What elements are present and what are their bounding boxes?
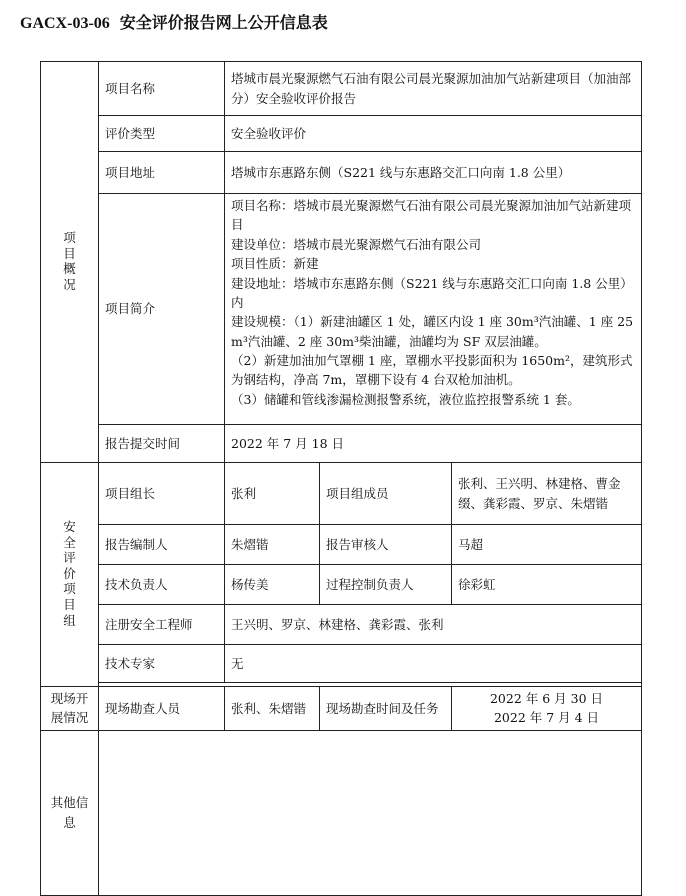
row-eval-type <box>41 116 642 152</box>
eval-type-value: 安全验收评价 <box>225 116 642 152</box>
safety-engineer-label: 注册安全工程师 <box>99 605 225 645</box>
survey-people-label: 现场勘查人员 <box>99 687 225 731</box>
section-overview <box>41 62 99 463</box>
tech-expert-value: 无 <box>225 645 642 683</box>
row-safety-engineer <box>41 605 642 645</box>
intro-line: （2）新建加油加气罩棚 1 座，罩棚水平投影面积为 1650m²，建筑形式为钢结构，净高 7m，罩棚下设有 4 台双枪加油机。 <box>231 353 633 388</box>
section-team-label: 安全评价项目组 <box>63 518 76 628</box>
section-other: 其他信息 <box>41 730 99 895</box>
project-intro-value <box>225 194 642 425</box>
project-name-label: 项目名称 <box>99 62 225 116</box>
compiler-value: 朱熠锴 <box>225 525 320 565</box>
tech-expert-label: 技术专家 <box>99 645 225 683</box>
row-project-intro <box>41 194 642 425</box>
survey-date-2: 2022 年 7 月 4 日 <box>493 710 600 726</box>
reviewer-label: 报告审核人 <box>320 525 452 565</box>
intro-line: 建设规模：（1）新建油罐区 1 处，罐区内设 1 座 30m³汽油罐、1 座 25m³汽油罐、2 座 30m³柴油罐，油罐均为 SF 双层油罐。 <box>231 314 634 349</box>
section-overview-label: 项目概况 <box>63 229 76 292</box>
team-members-value: 张利、王兴明、林建格、曹金缀、龚彩霞、罗京、朱熠锴 <box>452 463 642 525</box>
team-members-label: 项目组成员 <box>320 463 452 525</box>
intro-line: 项目名称：塔城市晨光聚源燃气石油有限公司晨光聚源加油加气站新建项目 <box>231 198 632 233</box>
survey-date-1: 2022 年 6 月 30 日 <box>489 691 604 706</box>
process-lead-value: 徐彩虹 <box>452 565 642 605</box>
row-project-name <box>41 62 642 116</box>
info-table <box>40 61 642 896</box>
intro-line: 建设地址：塔城市东惠路东侧（S221 线与东惠路交汇口向南 1.8 公里）内 <box>231 275 633 310</box>
row-project-address <box>41 152 642 194</box>
document-title-text: 安全评价报告网上公开信息表 <box>119 15 328 32</box>
row-submit-time <box>41 425 642 463</box>
eval-type-label: 评价类型 <box>99 116 225 152</box>
other-info-value <box>99 730 642 895</box>
survey-time-label: 现场勘查时间及任务 <box>320 687 452 731</box>
tech-lead-label: 技术负责人 <box>99 565 225 605</box>
process-lead-label: 过程控制负责人 <box>320 565 452 605</box>
row-tech-lead <box>41 565 642 605</box>
document-code: GACX-03-06 <box>20 15 110 32</box>
survey-people-value: 张利、朱熠锴 <box>225 687 320 731</box>
project-address-value: 塔城市东惠路东侧（S221 线与东惠路交汇口向南 1.8 公里） <box>225 152 642 194</box>
project-address-label: 项目地址 <box>99 152 225 194</box>
safety-engineer-value: 王兴明、罗京、林建格、龚彩霞、张利 <box>225 605 642 645</box>
survey-time-value <box>452 687 642 731</box>
row-compiler <box>41 525 642 565</box>
compiler-label: 报告编制人 <box>99 525 225 565</box>
team-leader-label: 项目组长 <box>99 463 225 525</box>
document-title <box>20 10 328 33</box>
reviewer-value: 马超 <box>452 525 642 565</box>
project-intro-label: 项目简介 <box>99 194 225 425</box>
row-tech-expert <box>41 645 642 683</box>
intro-line: 项目性质：新建 <box>231 256 319 272</box>
row-team-leader <box>41 463 642 525</box>
submit-time-label: 报告提交时间 <box>99 425 225 463</box>
project-name-value: 塔城市晨光聚源燃气石油有限公司晨光聚源加油加气站新建项目（加油部分）安全验收评价报告 <box>225 62 642 116</box>
section-site: 现场开展情况 <box>41 687 99 731</box>
submit-time-value: 2022 年 7 月 18 日 <box>225 425 642 463</box>
team-leader-value: 张利 <box>225 463 320 525</box>
row-site-survey <box>41 687 642 731</box>
row-other-info <box>41 730 642 895</box>
section-team <box>41 463 99 687</box>
tech-lead-value: 杨传美 <box>225 565 320 605</box>
intro-line: 建设单位：塔城市晨光聚源燃气石油有限公司 <box>231 236 482 252</box>
intro-line: （3）储罐和管线渗漏检测报警系统，液位监控报警系统 1 套。 <box>231 391 580 407</box>
